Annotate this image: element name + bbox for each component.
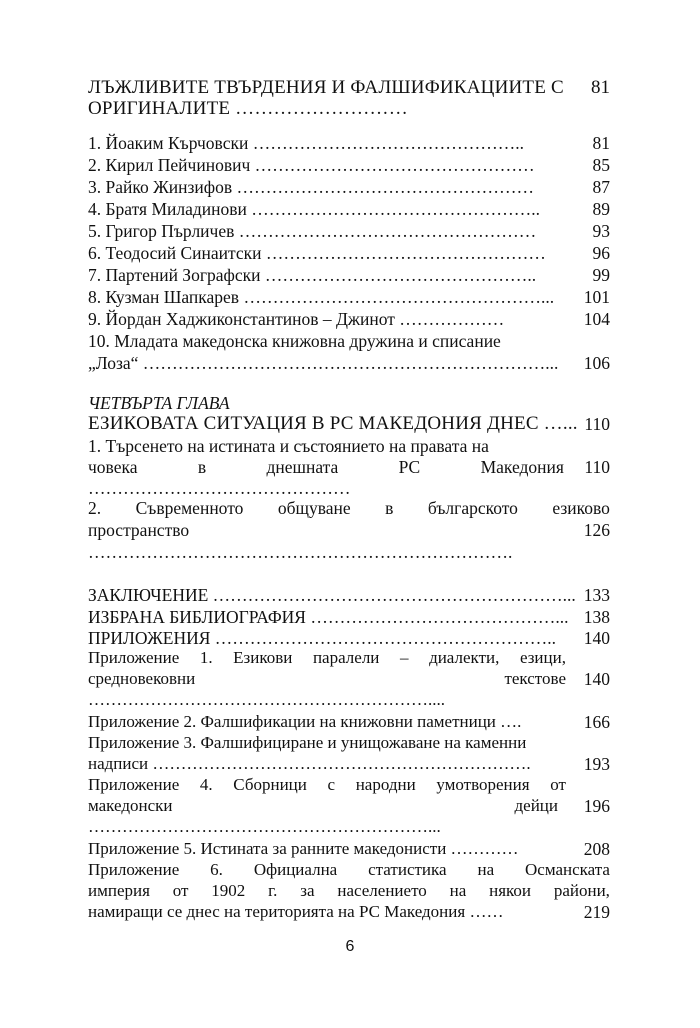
page-ref: 101 xyxy=(583,287,610,307)
page-ref: 99 xyxy=(592,265,610,285)
toc-entry: 9. Йордан Хаджиконстантинов – Джинот ……………… xyxy=(88,309,505,329)
word: умотворения xyxy=(436,775,530,794)
toc-entry: Приложение 3. Фалшифициране и унищожаване на каменни xyxy=(88,733,527,752)
word: езиково xyxy=(552,498,610,518)
chapter-label: ЧЕТВЪРТА ГЛАВА xyxy=(88,393,230,413)
toc-entry-cont: надписи …………………………………………………………. xyxy=(88,754,531,773)
word: Приложение xyxy=(88,860,180,879)
word: в xyxy=(197,457,207,477)
page-ref: 96 xyxy=(592,243,610,263)
word: Езикови xyxy=(233,648,293,667)
word: от xyxy=(172,881,189,900)
toc-entry xyxy=(88,498,610,518)
word: 4. xyxy=(199,775,213,794)
page-ref: 219 xyxy=(583,902,610,922)
toc-entry: 1. Търсенето на истината и състоянието на правата на xyxy=(88,436,489,456)
page-ref: 138 xyxy=(583,607,610,627)
toc-entry: 1. Йоаким Кърчовски ……………………………………….. xyxy=(88,133,524,153)
word: населението xyxy=(337,881,427,900)
word: Сборници xyxy=(233,775,307,794)
word: Съвременното xyxy=(135,498,244,518)
page-ref: 193 xyxy=(583,754,610,774)
word: българското xyxy=(427,498,518,518)
word: Османската xyxy=(525,860,610,879)
section-heading: ЛЪЖЛИВИТЕ ТВЪРДЕНИЯ И ФАЛШИФИКАЦИИТЕ С xyxy=(88,77,564,98)
page-ref: 166 xyxy=(583,712,610,732)
toc-entry xyxy=(88,860,610,880)
toc-entry: 10. Младата македонска книжовна дружина и списание xyxy=(88,331,501,351)
word: народни xyxy=(355,775,416,794)
page-ref: 85 xyxy=(592,155,610,175)
word: РС xyxy=(398,457,421,477)
word: македонски xyxy=(88,796,173,815)
word: общуване xyxy=(277,498,351,518)
word: г. xyxy=(268,881,278,900)
toc-entry: 5. Григор Пърличев …………………………………………… xyxy=(88,221,537,241)
toc-entry-cont: намиращи се днес на територията на РС Македония …… xyxy=(88,902,504,921)
word: средновековни xyxy=(88,669,196,688)
page-ref: 140 xyxy=(583,669,610,689)
page-ref: 81 xyxy=(591,77,610,98)
word: днешната xyxy=(266,457,339,477)
toc-entry: 6. Теодосий Синаитски ………………………………………… xyxy=(88,243,546,263)
toc-entry: ПРИЛОЖЕНИЯ ………………………………………………….. xyxy=(88,628,557,648)
toc-entry-leader: …………………………………………………….... xyxy=(88,690,445,709)
toc-entry: ИЗБРАНА БИБЛИОГРАФИЯ ……………………………………... xyxy=(88,607,569,627)
toc-entry xyxy=(88,648,566,668)
page-ref: 140 xyxy=(583,628,610,648)
word: – xyxy=(399,648,409,667)
page-ref: 106 xyxy=(583,353,610,373)
page-number: 6 xyxy=(345,938,355,955)
toc-entry: 7. Партений Зографски ……………………………………….. xyxy=(88,265,537,285)
toc-entry-leader: ……………………………………………………... xyxy=(88,817,441,836)
page-ref: 208 xyxy=(583,839,610,859)
word: диалекти, xyxy=(429,648,500,667)
toc-entry-leader: ……………………………………… xyxy=(88,478,351,498)
page-ref: 110 xyxy=(584,414,610,434)
word: в xyxy=(385,498,394,518)
word: 1. xyxy=(199,648,213,667)
toc-entry: 8. Кузман Шапкарев ……………………………………………... xyxy=(88,287,555,307)
word: на xyxy=(449,881,467,900)
toc-entry: 2. Кирил Пейчинович ………………………………………… xyxy=(88,155,535,175)
word: Приложение xyxy=(88,775,180,794)
toc-entry-cont: „Лоза“ ……………………………………………………………... xyxy=(88,353,559,373)
word: 6. xyxy=(210,860,223,879)
word: 1902 xyxy=(211,881,246,900)
word: текстове xyxy=(504,669,566,688)
toc-entry: 4. Братя Миладинови ………………………………………….. xyxy=(88,199,541,219)
word: Приложение xyxy=(88,648,180,667)
section-heading-cont: ОРИГИНАЛИТЕ ……………………… xyxy=(88,98,408,119)
page-ref: 110 xyxy=(584,457,610,477)
toc-entry-cont xyxy=(88,796,558,816)
word: райони, xyxy=(553,881,610,900)
toc-entry: Приложение 2. Фалшификации на книжовни паметници …. xyxy=(88,712,522,731)
word: 2. xyxy=(88,498,102,518)
word: статистика xyxy=(368,860,447,879)
toc-entry: ЗАКЛЮЧЕНИЕ ……………………………………………………... xyxy=(88,585,576,605)
word: от xyxy=(550,775,566,794)
page-ref: 89 xyxy=(592,199,610,219)
word: човека xyxy=(88,457,138,477)
page-ref: 104 xyxy=(583,309,610,329)
toc-entry-cont xyxy=(88,457,564,477)
page-ref: 93 xyxy=(592,221,610,241)
word: на xyxy=(477,860,495,879)
page-ref: 133 xyxy=(583,585,610,605)
word: с xyxy=(327,775,336,794)
toc-entry-cont: пространство xyxy=(88,520,190,540)
toc-entry: Приложение 5. Истината за ранните македонисти ………… xyxy=(88,839,519,858)
toc-entry: 3. Райко Жинзифов …………………………………………… xyxy=(88,177,535,197)
page-ref: 81 xyxy=(592,133,610,153)
toc-entry-cont xyxy=(88,669,566,689)
page-ref: 87 xyxy=(592,177,610,197)
toc-entry-leader: ………………………………………………………………. xyxy=(88,542,513,562)
toc-entry-cont xyxy=(88,881,610,901)
word: Македония xyxy=(480,457,564,477)
word: дейци xyxy=(514,796,558,815)
word: Официална xyxy=(253,860,338,879)
word: езици, xyxy=(519,648,566,667)
word: паралели xyxy=(312,648,380,667)
toc-entry xyxy=(88,775,566,795)
page-ref: 196 xyxy=(583,796,610,816)
chapter-heading: ЕЗИКОВАТА СИТУАЦИЯ В РС МАКЕДОНИЯ ДНЕС …... xyxy=(88,413,578,434)
word: някои xyxy=(489,881,532,900)
word: за xyxy=(300,881,315,900)
word: империя xyxy=(88,881,150,900)
page-ref: 126 xyxy=(583,520,610,540)
